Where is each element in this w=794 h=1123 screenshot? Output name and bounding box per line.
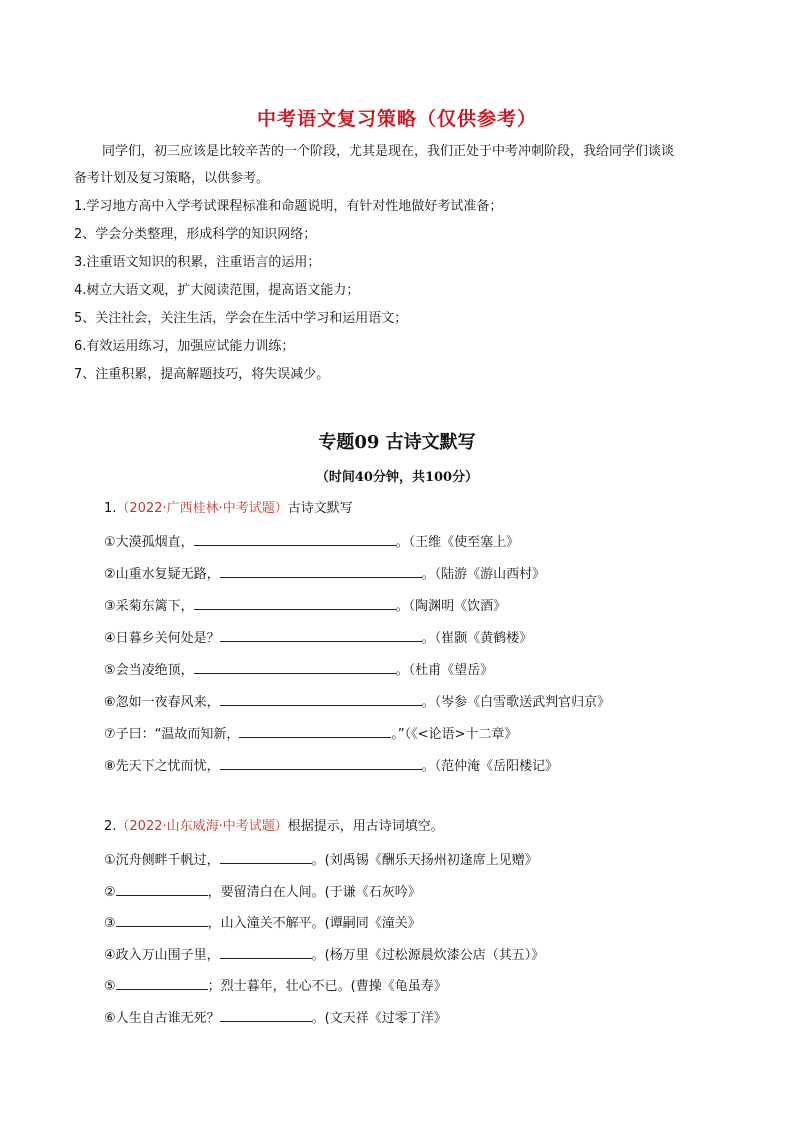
line-suffix: 。（范仲淹《岳阳楼记》 (421, 759, 559, 774)
answer-blank[interactable] (220, 1007, 312, 1022)
strategy-item: 5、关注社会，关注生活，学会在生活中学习和运用语文； (74, 311, 408, 326)
fill-line (104, 627, 532, 648)
line-suffix: 。（杜甫《望岳》 (395, 663, 494, 678)
line-prefix: ⑥忽如一夜春风来， (104, 695, 220, 710)
question-prompt: 根据提示，用古诗词填空。 (287, 819, 444, 834)
topic-subtitle: （时间40分钟，共100分） (315, 470, 479, 485)
answer-blank[interactable] (194, 659, 396, 674)
question-source: （2022·广西桂林·中考试题） (116, 501, 288, 516)
fill-line (104, 691, 610, 712)
line-prefix: ②山重水复疑无路， (104, 567, 220, 582)
strategy-item: 4.树立大语文观，扩大阅读范围，提高语文能力； (74, 283, 360, 298)
fill-line (104, 723, 517, 744)
line-suffix: ，山入潼关不解平。(谭嗣同《潼关》 (207, 916, 421, 931)
fill-line (104, 944, 544, 965)
line-prefix: ③ (104, 916, 116, 931)
line-prefix: ⑥人生自古谁无死？ (104, 1011, 220, 1026)
answer-blank[interactable] (194, 531, 396, 546)
strategy-item: 7、注重积累，提高解题技巧，将失误减少。 (74, 367, 330, 382)
fill-line (104, 1007, 447, 1028)
fill-line (104, 531, 519, 552)
line-prefix: ④日暮乡关何处是？ (104, 631, 220, 646)
answer-blank[interactable] (220, 563, 422, 578)
line-suffix: ，要留清白在人间。(于谦《石灰吟》 (207, 885, 421, 900)
line-suffix: 。（岑参《白雪歌送武判官归京》 (421, 695, 611, 710)
line-prefix: ③采菊东篱下， (104, 599, 194, 614)
line-suffix: 。(刘禹锡《酬乐天扬州初逢席上见赠》 (311, 853, 538, 868)
strategy-item: 2、学会分类整理，形成科学的知识网络； (74, 227, 317, 242)
line-suffix: 。（陆游《游山西村》 (421, 567, 546, 582)
line-suffix: 。(文天祥《过零丁洋》 (311, 1011, 447, 1026)
question-2-header (104, 818, 444, 836)
answer-blank[interactable] (116, 881, 208, 896)
line-suffix: 。(杨万里《过松源晨炊漆公店（其五）》 (311, 948, 545, 963)
line-prefix: ④政入万山围子里， (104, 948, 220, 963)
question-number: 2. (104, 819, 117, 834)
line-prefix: ①大漠孤烟直， (104, 535, 194, 550)
fill-line (104, 659, 493, 680)
fill-line (104, 563, 545, 584)
fill-line (104, 849, 538, 870)
answer-blank[interactable] (220, 691, 422, 706)
fill-line (104, 912, 421, 933)
strategy-item: 6.有效运用练习，加强应试能力训练； (74, 339, 295, 354)
strategy-item: 3.注重语文知识的积累，注重语言的运用； (74, 255, 321, 270)
intro-line-2: 备考计划及复习策略，以供参考。 (74, 171, 270, 186)
line-prefix: ①沉舟侧畔千帆过， (104, 853, 220, 868)
fill-line (104, 975, 447, 996)
fill-line (104, 755, 558, 776)
topic-title: 专题09 古诗文默写 (318, 432, 476, 453)
answer-blank[interactable] (239, 723, 391, 738)
question-prompt: 古诗文默写 (287, 501, 353, 516)
line-suffix: 。（崔颢《黄鹤楼》 (421, 631, 533, 646)
answer-blank[interactable] (220, 755, 422, 770)
answer-blank[interactable] (194, 595, 396, 610)
question-1-header (104, 500, 353, 518)
fill-line (104, 881, 421, 902)
answer-blank[interactable] (220, 627, 422, 642)
line-suffix: 。（王维《使至塞上》 (395, 535, 520, 550)
answer-blank[interactable] (116, 975, 208, 990)
fill-line (104, 595, 506, 616)
line-suffix: ；烈士暮年，壮心不已。(曹操《龟虽寿》 (207, 979, 447, 994)
line-suffix: 。”（《<论语>十二章》 (391, 727, 518, 742)
intro-line-1: 同学们，初三应该是比较辛苦的一个阶段，尤其是现在，我们正处于中考冲刺阶段，我给同学们谈谈 (102, 144, 675, 159)
line-prefix: ② (104, 885, 116, 900)
line-prefix: ⑦子曰：“温故而知新， (104, 727, 240, 742)
question-number: 1. (104, 501, 117, 516)
line-suffix: 。（陶渊明《饮酒》 (395, 599, 507, 614)
answer-blank[interactable] (220, 944, 312, 959)
strategy-item: 1.学习地方高中入学考试课程标准和命题说明，有针对性地做好考试准备； (74, 199, 503, 214)
line-prefix: ⑤ (104, 979, 116, 994)
answer-blank[interactable] (116, 912, 208, 927)
line-prefix: ⑧先天下之忧而忧， (104, 759, 220, 774)
strategy-title: 中考语文复习策略（仅供参考） (256, 108, 537, 130)
answer-blank[interactable] (220, 849, 312, 864)
question-source: （2022·山东威海·中考试题） (116, 819, 288, 834)
line-prefix: ⑤会当凌绝顶， (104, 663, 194, 678)
